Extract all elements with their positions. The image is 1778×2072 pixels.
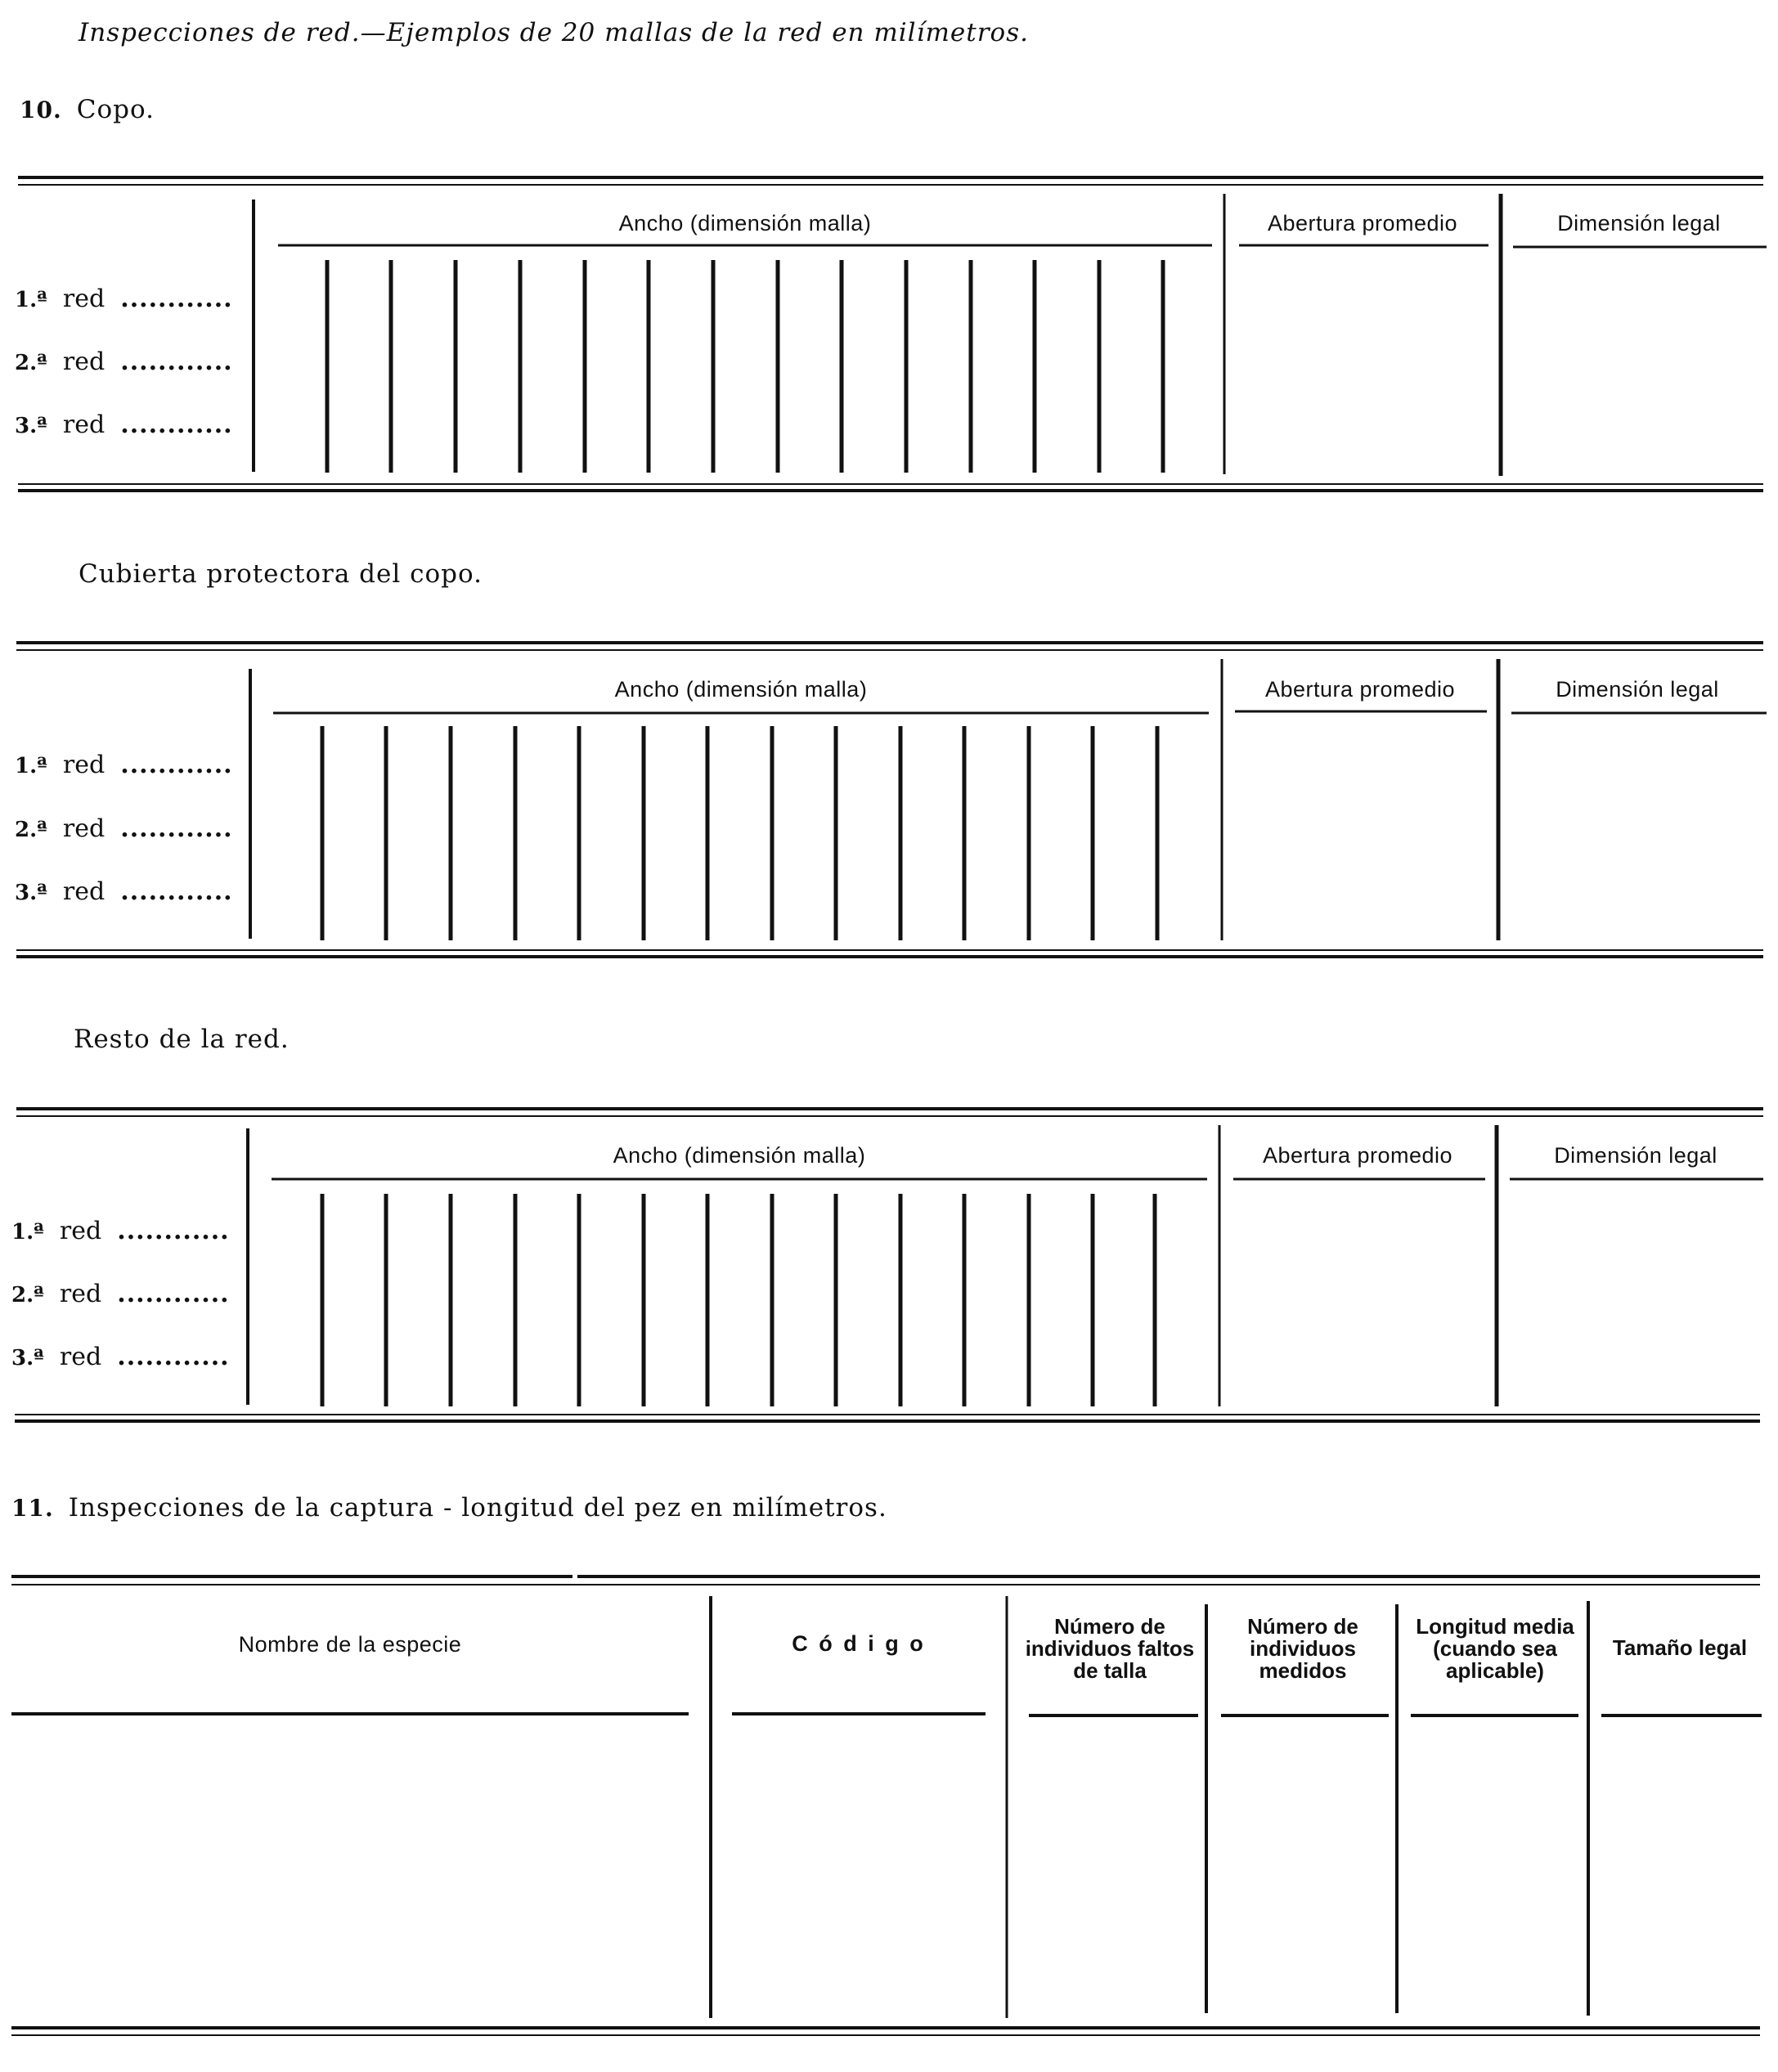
row-text: red xyxy=(62,410,106,439)
header-longitud-media: Longitud media (cuando sea aplicable) xyxy=(1416,1614,1574,1683)
row-label xyxy=(11,1217,230,1245)
row-ordinal: 3.ª xyxy=(15,414,47,438)
row-ordinal: 2.ª xyxy=(15,351,47,375)
row-text: red xyxy=(62,751,106,779)
table-3-title: Resto de la red. xyxy=(74,1025,290,1054)
row-dots: ............ xyxy=(120,877,233,906)
section-number: 10. xyxy=(20,96,62,123)
mesh-ticks-2 xyxy=(322,726,1157,940)
row-dots: ............ xyxy=(120,285,233,313)
header-ancho: Ancho (dimensión malla) xyxy=(618,211,872,235)
header-individuos-medidos: Número de individuos medidos xyxy=(1247,1614,1358,1683)
row-dots: ............ xyxy=(117,1343,230,1371)
row-ordinal: 3.ª xyxy=(11,1346,44,1370)
row-text: red xyxy=(62,285,106,313)
row-ordinal: 1.ª xyxy=(15,288,47,312)
row-ordinal: 1.ª xyxy=(15,754,47,778)
row-dots: ............ xyxy=(120,814,233,843)
section-title: Inspecciones de la captura - longitud del pez en milímetros. xyxy=(68,1493,887,1523)
mesh-ticks-3 xyxy=(322,1194,1155,1406)
section-title: Copo. xyxy=(76,95,155,124)
table-2-title: Cubierta protectora del copo. xyxy=(79,559,483,589)
header-faltos-talla: Número de individuos faltos de talla xyxy=(1025,1614,1195,1683)
header-abertura: Abertura promedio xyxy=(1262,1143,1453,1168)
row-text: red xyxy=(62,348,106,376)
row-text: red xyxy=(59,1280,102,1308)
row-label xyxy=(15,814,233,843)
row-label xyxy=(11,1280,230,1308)
row-dots: ............ xyxy=(117,1217,230,1245)
row-ordinal: 2.ª xyxy=(15,818,47,842)
row-dots: ............ xyxy=(120,751,233,779)
header-tamano-legal: Tamaño legal xyxy=(1612,1635,1748,1660)
header-codigo: C ó d i g o xyxy=(792,1631,926,1656)
section-11-title xyxy=(11,1493,887,1523)
header-abertura: Abertura promedio xyxy=(1264,677,1456,702)
header-line: Inspecciones de red.—Ejemplos de 20 mallas de la red en milímetros. xyxy=(79,18,1029,47)
row-label xyxy=(15,348,233,376)
row-dots: ............ xyxy=(120,410,233,439)
mesh-ticks-1 xyxy=(327,260,1163,473)
row-label xyxy=(15,410,233,439)
row-label xyxy=(15,751,233,779)
row-text: red xyxy=(62,814,106,843)
row-dots: ............ xyxy=(120,348,233,376)
header-dimension: Dimensión legal xyxy=(1556,677,1719,702)
row-ordinal: 2.ª xyxy=(11,1283,44,1307)
header-ancho: Ancho (dimensión malla) xyxy=(614,677,868,702)
section-number: 11. xyxy=(11,1495,54,1522)
header-ancho: Ancho (dimensión malla) xyxy=(613,1143,866,1168)
row-ordinal: 1.ª xyxy=(11,1220,44,1245)
row-label xyxy=(15,877,233,906)
row-label xyxy=(15,285,233,313)
row-text: red xyxy=(59,1217,102,1245)
row-text: red xyxy=(59,1343,102,1371)
row-text: red xyxy=(62,877,106,906)
row-label xyxy=(11,1343,230,1371)
row-ordinal: 3.ª xyxy=(15,881,47,905)
header-nombre-especie: Nombre de la especie xyxy=(238,1632,462,1657)
header-abertura: Abertura promedio xyxy=(1267,211,1458,235)
section-10-title xyxy=(20,95,155,124)
header-dimension: Dimensión legal xyxy=(1557,211,1721,235)
header-dimension: Dimensión legal xyxy=(1554,1143,1717,1168)
row-dots: ............ xyxy=(117,1280,230,1308)
